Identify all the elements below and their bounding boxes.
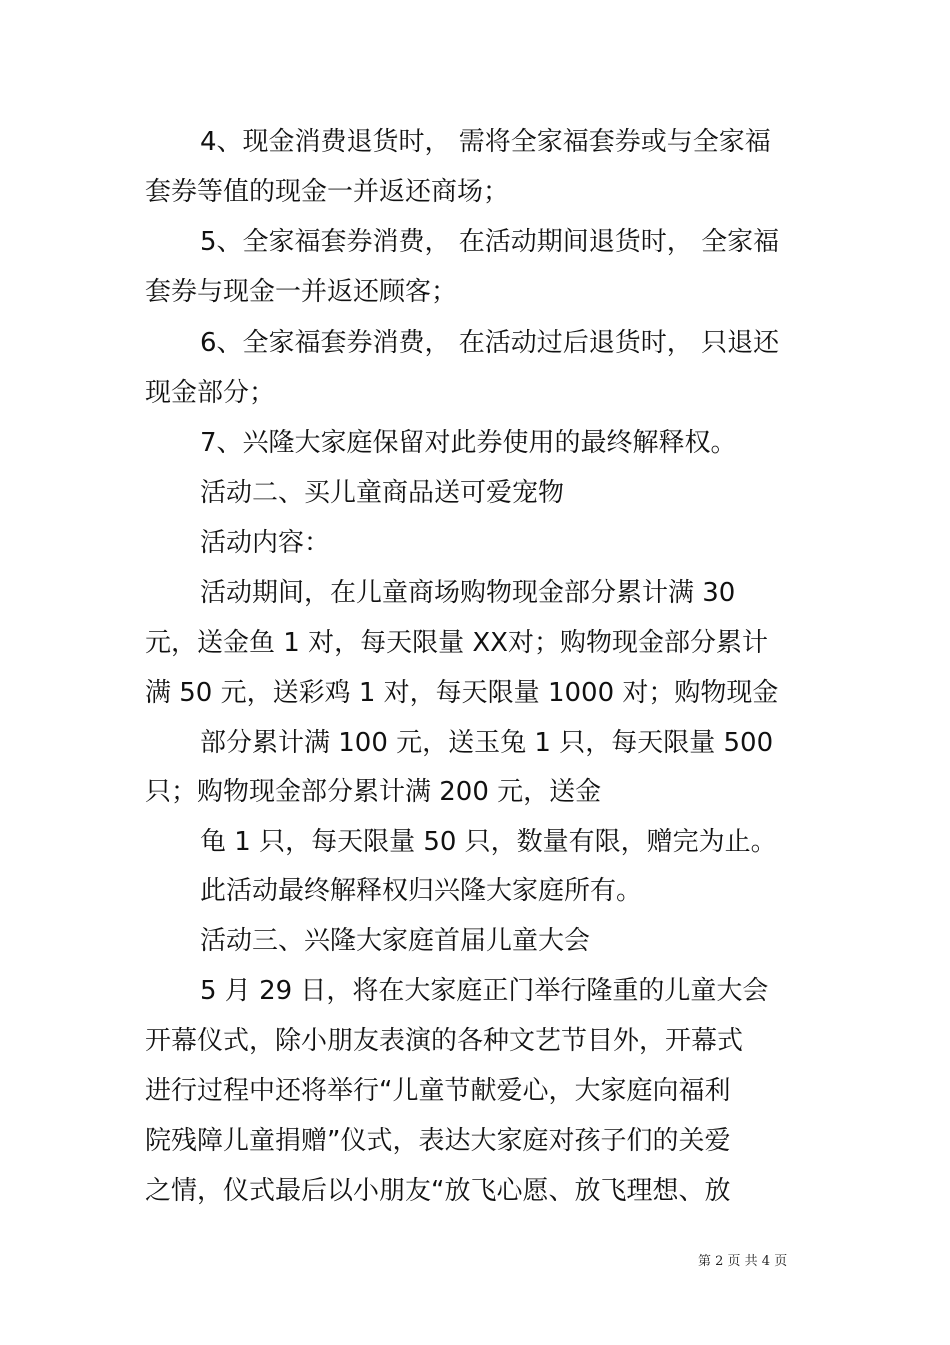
- text-line: 只；购物现金部分累计满 200 元，送金: [145, 777, 602, 807]
- text-line: 之情，仪式最后以小朋友“放飞心愿、放飞理想、放: [145, 1176, 731, 1206]
- text-line: 套券等值的现金一并返还商场；: [145, 177, 510, 207]
- page-number-footer: 第 2 页 共 4 页: [698, 1254, 788, 1269]
- text-line: 4、现金消费退货时， 需将全家福套券或与全家福: [200, 127, 771, 157]
- text-line: 7、兴隆大家庭保留对此券使用的最终解释权。: [200, 428, 737, 458]
- section-heading: 活动二、买儿童商品送可爱宠物: [200, 478, 565, 508]
- text-line: 活动内容：: [200, 528, 331, 558]
- text-line: 6、全家福套券消费， 在活动过后退货时， 只退还: [200, 328, 780, 358]
- text-line: 进行过程中还将举行“儿童节献爱心，大家庭向福利: [145, 1076, 731, 1106]
- text-line: 部分累计满 100 元，送玉兔 1 只，每天限量 500: [200, 728, 774, 758]
- text-line: 5、全家福套券消费， 在活动期间退货时， 全家福: [200, 227, 780, 257]
- text-line: 套券与现金一并返还顾客；: [145, 277, 458, 307]
- text-line: 活动期间，在儿童商场购物现金部分累计满 30: [200, 578, 736, 608]
- text-line: 龟 1 只，每天限量 50 只，数量有限，赠完为止。: [200, 827, 777, 857]
- text-line: 此活动最终解释权归兴隆大家庭所有。: [200, 876, 643, 906]
- section-heading: 活动三、兴隆大家庭首届儿童大会: [200, 926, 591, 956]
- text-line: 满 50 元，送彩鸡 1 对，每天限量 1000 对；购物现金: [145, 678, 779, 708]
- text-line: 元，送金鱼 1 对，每天限量 XX对；购物现金部分累计: [145, 628, 768, 658]
- text-line: 5 月 29 日，将在大家庭正门举行隆重的儿童大会: [200, 976, 769, 1006]
- text-line: 院残障儿童捐赠”仪式，表达大家庭对孩子们的关爱: [145, 1126, 731, 1156]
- text-line: 现金部分；: [145, 378, 276, 408]
- text-line: 开幕仪式，除小朋友表演的各种文艺节目外，开幕式: [145, 1026, 744, 1056]
